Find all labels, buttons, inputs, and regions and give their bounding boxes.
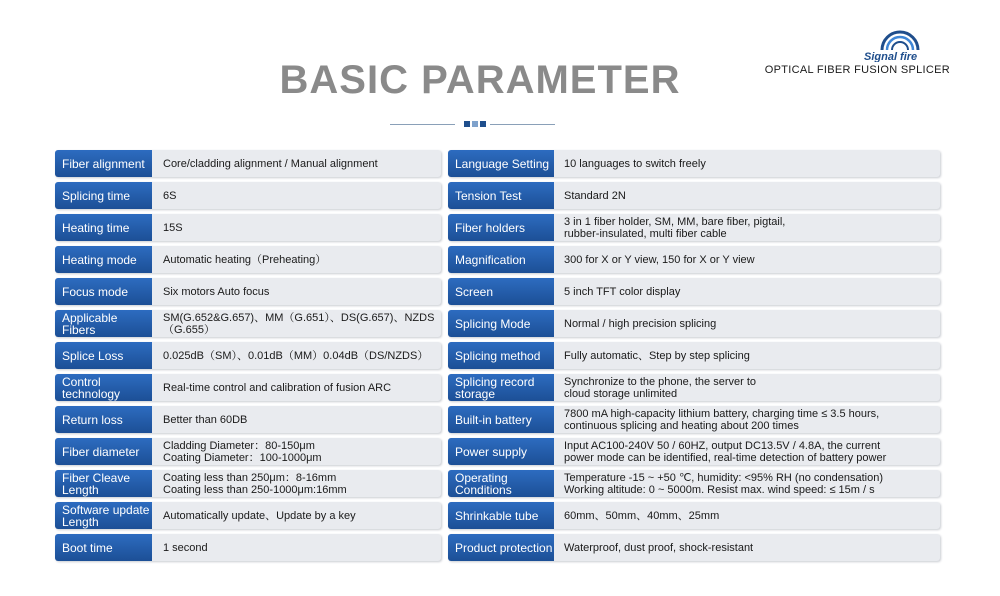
- parameter-value: 60mm、50mm、40mm、25mm: [564, 509, 720, 522]
- parameter-value: 15S: [163, 221, 183, 234]
- parameter-label: Return loss: [55, 406, 152, 433]
- parameter-row: [55, 342, 441, 369]
- parameter-value: Normal / high precision splicing: [564, 317, 717, 330]
- parameter-row: [55, 438, 441, 465]
- parameter-value: 0.025dB（SM）、0.01dB（MM）0.04dB（DS/NZDS）: [163, 349, 429, 362]
- parameter-value: 6S: [163, 189, 177, 202]
- parameter-value: 1 second: [163, 541, 208, 554]
- parameter-row: [448, 470, 940, 497]
- parameter-label: Splicing method: [448, 342, 554, 369]
- parameter-label: Splicing Mode: [448, 310, 554, 337]
- parameter-row: [448, 246, 940, 273]
- parameter-label: Power supply: [448, 438, 554, 465]
- parameter-value: Standard 2N: [564, 189, 626, 202]
- parameter-label: Splicing time: [55, 182, 152, 209]
- parameter-row: [448, 406, 940, 433]
- parameter-label: Magnification: [448, 246, 554, 273]
- parameter-value: 10 languages to switch freely: [564, 157, 706, 170]
- parameter-value: Waterproof, dust proof, shock-resistant: [564, 541, 754, 554]
- parameter-label: Heating time: [55, 214, 152, 241]
- parameter-label: Shrinkable tube: [448, 502, 554, 529]
- parameter-label: Software update Length: [55, 502, 152, 529]
- parameter-label: Splicing record storage: [448, 374, 554, 401]
- parameter-value: Six motors Auto focus: [163, 285, 270, 298]
- parameter-label: Fiber holders: [448, 214, 554, 241]
- parameter-row: [55, 374, 441, 401]
- parameter-label: Splice Loss: [55, 342, 152, 369]
- parameter-row: [448, 438, 940, 465]
- parameter-row: [448, 534, 940, 561]
- parameter-label: Tension Test: [448, 182, 554, 209]
- parameter-label: Heating mode: [55, 246, 152, 273]
- parameter-row: [448, 182, 940, 209]
- parameter-value: Automatic heating（Preheating）: [163, 253, 327, 266]
- parameter-value: SM(G.652&G.657)、MM（G.651）、DS(G.657)、NZDS（G.655）: [163, 311, 435, 336]
- parameter-label: Product protection: [448, 534, 554, 561]
- parameter-row: [55, 534, 441, 561]
- parameter-label: Control technology: [55, 374, 152, 401]
- parameter-row: [55, 310, 441, 337]
- parameter-row: [448, 502, 940, 529]
- parameter-value: Temperature -15 ~ +50 ℃, humidity: <95% RH (no condensation) Working altitude: 0 ~ 5000m. Resist max. wind speed: ≤ 15m / s: [564, 471, 883, 496]
- parameter-value: Better than 60DB: [163, 413, 248, 426]
- parameter-label: Fiber alignment: [55, 150, 152, 177]
- parameter-row: [448, 374, 940, 401]
- parameter-label: Language Setting: [448, 150, 554, 177]
- parameter-row: [448, 278, 940, 305]
- parameter-label: Boot time: [55, 534, 152, 561]
- parameter-label: Fiber diameter: [55, 438, 152, 465]
- parameter-label: Screen: [448, 278, 554, 305]
- parameter-row: [55, 470, 441, 497]
- parameter-value: Core/cladding alignment / Manual alignment: [163, 157, 378, 170]
- parameter-row: [448, 150, 940, 177]
- parameter-value: Input AC100-240V 50 / 60HZ, output DC13.5V / 4.8A, the current power mode can be identified, real-time detection of battery power: [564, 439, 887, 464]
- parameter-value: Coating less than 250μm：8-16mm Coating less than 250-1000μm:16mm: [163, 471, 347, 496]
- page-title: BASIC PARAMETER: [279, 58, 681, 102]
- parameter-row: [55, 182, 441, 209]
- parameter-row: [55, 214, 441, 241]
- title-divider: [390, 121, 555, 129]
- signal-fire-logo-icon: [854, 28, 944, 62]
- parameter-value: 300 for X or Y view, 150 for X or Y view: [564, 253, 755, 266]
- brand-subtitle: OPTICAL FIBER FUSION SPLICER: [764, 64, 950, 76]
- parameter-row: [55, 406, 441, 433]
- parameter-label: Built-in battery: [448, 406, 554, 433]
- parameter-label: Applicable Fibers: [55, 310, 152, 337]
- parameter-value: 7800 mA high-capacity lithium battery, charging time ≤ 3.5 hours, continuous splicing and heating about 200 times: [564, 407, 880, 432]
- parameter-label: Focus mode: [55, 278, 152, 305]
- parameter-value: Real-time control and calibration of fusion ARC: [163, 381, 392, 394]
- parameter-row: [55, 150, 441, 177]
- parameter-value: Synchronize to the phone, the server to cloud storage unlimited: [564, 375, 757, 400]
- parameter-value: Fully automatic、Step by step splicing: [564, 349, 750, 362]
- parameter-row: [448, 214, 940, 241]
- parameter-row: [55, 278, 441, 305]
- parameter-label: Operating Conditions: [448, 470, 554, 497]
- parameter-row: [55, 246, 441, 273]
- parameter-value: 3 in 1 fiber holder, SM, MM, bare fiber, pigtail, rubber-insulated, multi fiber cable: [564, 215, 786, 240]
- parameter-value: 5 inch TFT color display: [564, 285, 681, 298]
- parameter-value: Cladding Diameter：80-150μm Coating Diameter：100-1000μm: [163, 439, 322, 464]
- parameter-label: Fiber Cleave Length: [55, 470, 152, 497]
- brand-logo-text: Signal fire: [864, 51, 918, 62]
- parameter-row: [55, 502, 441, 529]
- parameter-value: Automatically update、Update by a key: [163, 509, 356, 522]
- parameter-row: [448, 310, 940, 337]
- parameter-row: [448, 342, 940, 369]
